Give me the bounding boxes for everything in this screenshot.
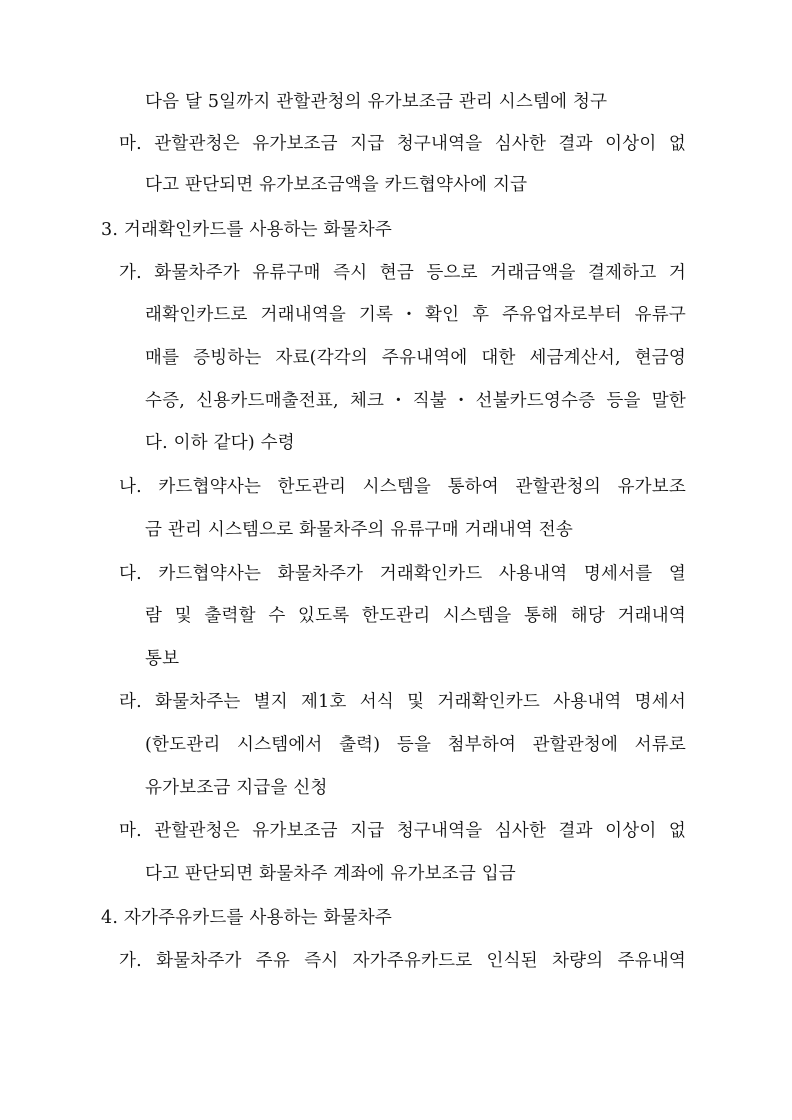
line-18: 마. 관할관청은 유가보조금 지급 청구내역을 심사한 결과 이상이 없	[119, 821, 686, 841]
line-8: 수증, 신용카드매출전표, 체크・직불・선불카드영수증 등을 말한	[145, 391, 686, 411]
line-13: 람 및 출력할 수 있도록 한도관리 시스템을 통해 해당 거래내역	[145, 606, 686, 626]
line-9: 다. 이하 같다) 수령	[145, 433, 295, 453]
line-15: 라. 화물차주는 별지 제1호 서식 및 거래확인카드 사용내역 명세서	[119, 692, 686, 712]
line-10: 나. 카드협약사는 한도관리 시스템을 통하여 관할관청의 유가보조	[119, 477, 686, 497]
section-heading-4: 4. 자가주유카드를 사용하는 화물차주	[101, 908, 392, 928]
line-19: 다고 판단되면 화물차주 계좌에 유가보조금 입금	[145, 864, 516, 884]
line-5: 가. 화물차주가 유류구매 즉시 현금 등으로 거래금액을 결제하고 거	[119, 263, 686, 283]
line-2: 마. 관할관청은 유가보조금 지급 청구내역을 심사한 결과 이상이 없	[119, 134, 686, 154]
line-6: 래확인카드로 거래내역을 기록・확인 후 주유업자로부터 유류구	[145, 305, 686, 325]
line-7: 매를 증빙하는 자료(각각의 주유내역에 대한 세금계산서, 현금영	[145, 348, 686, 368]
section-heading-3: 3. 거래확인카드를 사용하는 화물차주	[101, 220, 392, 240]
line-3: 다고 판단되면 유가보조금액을 카드협약사에 지급	[145, 175, 528, 195]
line-14: 통보	[145, 649, 180, 669]
line-16: (한도관리 시스템에서 출력) 등을 첨부하여 관할관청에 서류로	[145, 735, 686, 755]
line-11: 금 관리 시스템으로 화물차주의 유류구매 거래내역 전송	[145, 520, 573, 540]
line-17: 유가보조금 지급을 신청	[145, 778, 328, 798]
line-21: 가. 화물차주가 주유 즉시 자가주유카드로 인식된 차량의 주유내역	[119, 951, 686, 971]
line-1: 다음 달 5일까지 관할관청의 유가보조금 관리 시스템에 청구	[145, 92, 608, 112]
line-12: 다. 카드협약사는 화물차주가 거래확인카드 사용내역 명세서를 열	[119, 564, 686, 584]
